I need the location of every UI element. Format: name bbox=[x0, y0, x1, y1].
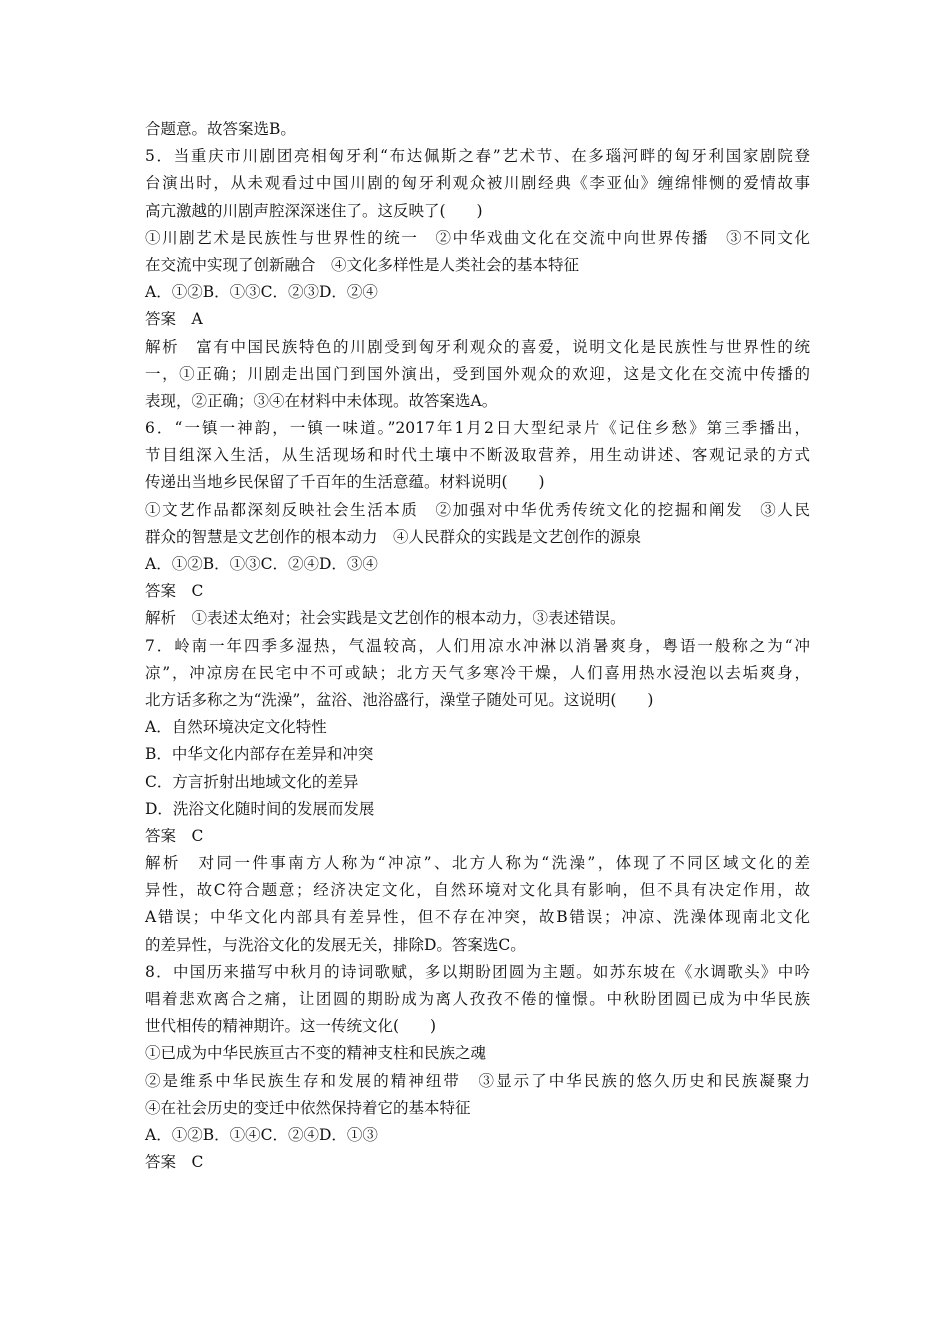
text-line: 答案 C bbox=[145, 826, 204, 845]
text-line: 传递出当地乡民保留了千百年的生活意蕴。材料说明( ) bbox=[145, 473, 545, 492]
text-line: 一，①正确；川剧走出国门到国外演出，受到国外观众的欢迎，这是文化在交流中传播的 bbox=[145, 364, 810, 383]
text-line: 高亢激越的川剧声腔深深迷住了。这反映了( ) bbox=[145, 201, 483, 220]
text-line: D．洗浴文化随时间的发展而发展 bbox=[145, 799, 375, 818]
text-line: 6．“一镇一神韵，一镇一味道。”2017年1月2日大型纪录片《记住乡愁》第三季播出， bbox=[145, 419, 810, 438]
document-body bbox=[145, 116, 810, 1176]
text-line: A．①②B．①③C．②④D．③④ bbox=[145, 555, 378, 573]
text-line: 表现，②正确；③④在材料中未体现。故答案选A。 bbox=[145, 391, 498, 410]
text-line: A．①②B．①④C．②④D．①③ bbox=[145, 1125, 378, 1144]
text-line: 7．岭南一年四季多湿热，气温较高，人们用凉水冲淋以消暑爽身，粤语一般称之为“冲 bbox=[145, 636, 810, 655]
text-line: 8．中国历来描写中秋月的诗词歌赋，多以期盼团圆为主题。如苏东坡在《水调歌头》中吟 bbox=[145, 962, 810, 981]
text-line: 5．当重庆市川剧团亮相匈牙利“布达佩斯之春”艺术节、在多瑙河畔的匈牙利国家剧院登 bbox=[145, 147, 810, 166]
text-line: A．①②B．①③C．②③D．②④ bbox=[145, 283, 378, 302]
text-line: 群众的智慧是文艺创作的根本动力 ④人民群众的实践是文艺创作的源泉 bbox=[145, 527, 642, 546]
text-line: 台演出时，从未观看过中国川剧的匈牙利观众被川剧经典《李亚仙》缠绵悱恻的爱情故事 bbox=[145, 174, 810, 193]
text-line: 合题意。故答案选B。 bbox=[145, 120, 296, 138]
text-line: 世代相传的精神期许。这一传统文化( ) bbox=[145, 1017, 437, 1036]
text-line: ①川剧艺术是民族性与世界性的统一 ②中华戏曲文化在交流中向世界传播 ③不同文化 bbox=[145, 228, 810, 247]
text-line: A．自然环境决定文化特性 bbox=[145, 718, 327, 737]
text-line: ①文艺作品都深刻反映社会生活本质 ②加强对中华优秀传统文化的挖掘和阐发 ③人民 bbox=[145, 500, 810, 519]
text-line: 答案 C bbox=[145, 1153, 204, 1172]
text-line: 节目组深入生活，从生活现场和时代土壤中不断汲取营养，用生动讲述、客观记录的方式 bbox=[145, 446, 810, 465]
text-line: 在交流中实现了创新融合 ④文化多样性是人类社会的基本特征 bbox=[145, 255, 580, 274]
text-line: ④在社会历史的变迁中依然保持着它的基本特征 bbox=[145, 1098, 471, 1117]
text-line: 的差异性，与洗浴文化的发展无关，排除D。答案选C。 bbox=[145, 935, 526, 954]
text-line: B．中华文化内部存在差异和冲突 bbox=[145, 745, 374, 764]
text-line: 解析 富有中国民族特色的川剧受到匈牙利观众的喜爱，说明文化是民族性与世界性的统 bbox=[145, 337, 810, 356]
text-line: C．方言折射出地域文化的差异 bbox=[145, 772, 359, 791]
text-line: 凉”，冲凉房在民宅中不可或缺；北方天气多寒冷干燥，人们喜用热水浸泡以去垢爽身， bbox=[145, 663, 810, 682]
text-line: ②是维系中华民族生存和发展的精神纽带 ③显示了中华民族的悠久历史和民族凝聚力 bbox=[145, 1071, 810, 1090]
text-line: 唱着悲欢离合之痛，让团圆的期盼成为离人孜孜不倦的憧憬。中秋盼团圆已成为中华民族 bbox=[145, 990, 810, 1008]
text-line: ①已成为中华民族亘古不变的精神支柱和民族之魂 bbox=[145, 1044, 487, 1063]
text-line: 北方话多称之为“洗澡”，盆浴、池浴盛行，澡堂子随处可见。这说明( ) bbox=[145, 690, 654, 709]
text-line: 解析 对同一件事南方人称为“冲凉”、北方人称为“洗澡”，体现了不同区域文化的差 bbox=[145, 854, 810, 873]
text-line: 异性，故C符合题意；经济决定文化，自然环境对文化具有影响，但不具有决定作用，故 bbox=[145, 881, 810, 900]
text-line: A错误；中华文化内部具有差异性，但不存在冲突，故B错误；冲凉、洗澡体现南北文化 bbox=[145, 908, 810, 927]
text-line: 答案 A bbox=[145, 310, 203, 329]
text-line: 答案 C bbox=[145, 582, 204, 601]
text-line: 解析 ①表述太绝对；社会实践是文艺创作的根本动力，③表述错误。 bbox=[145, 609, 626, 628]
